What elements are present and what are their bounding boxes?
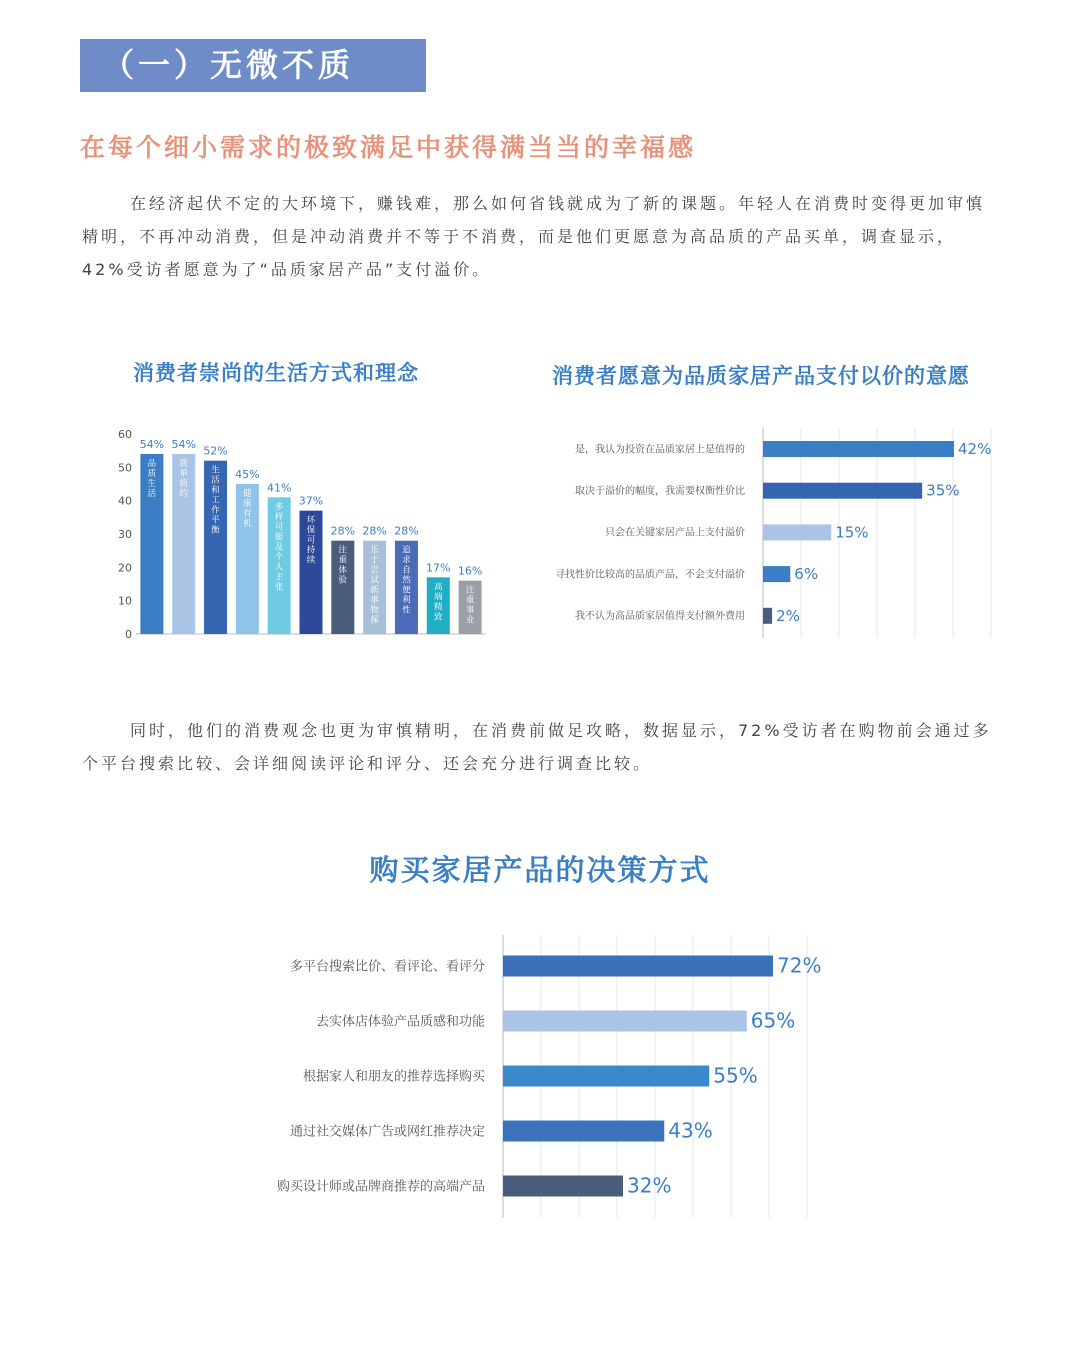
value-label: 28%: [362, 524, 387, 538]
category-label: 去实体店体验产品质感和功能: [315, 1014, 485, 1030]
y-tick-label: 50: [118, 461, 132, 475]
value-label: 52%: [203, 444, 228, 458]
value-label: 43%: [668, 1118, 713, 1143]
bar: [763, 566, 790, 582]
value-label: 41%: [266, 481, 292, 495]
premium-willingness-chart-title: 消费者愿意为品质家居产品支付以价的意愿: [552, 364, 970, 388]
value-label: 2%: [776, 606, 800, 625]
decision-bar-chart: [200, 935, 860, 1220]
category-label: 取决于溢价的幅度，我需要权衡性价比: [575, 486, 745, 498]
category-label: 多平台搜索比价、看评论、看评分: [289, 959, 485, 975]
y-tick-label: 20: [118, 561, 132, 575]
value-label: 15%: [835, 523, 869, 542]
value-label: 16%: [457, 564, 483, 578]
section-tag: （一）无微不质: [80, 39, 426, 92]
lifestyle-bar-chart: [100, 420, 500, 645]
value-label: 6%: [794, 565, 819, 584]
category-label: 根据家人和朋友的推荐选择购买: [302, 1069, 485, 1085]
bar: [503, 1121, 664, 1142]
bar: [763, 608, 772, 624]
category-label: 乐于尝试新事物探: [370, 545, 379, 626]
subtitle: 在每个细小需求的极致满足中获得满当当的幸福感: [80, 133, 697, 162]
bar: [503, 1011, 747, 1032]
category-label: 简单简约: [179, 459, 188, 499]
bar: [763, 524, 831, 540]
value-label: 17%: [426, 561, 451, 575]
bar: [763, 441, 954, 457]
y-tick-label: 10: [118, 594, 132, 608]
category-label: 通过社交媒体广告或网红推荐决定: [289, 1124, 485, 1140]
value-label: 32%: [627, 1173, 672, 1198]
category-label: 环保可持续: [306, 515, 316, 566]
value-label: 37%: [298, 494, 324, 508]
bar: [503, 956, 773, 977]
y-tick-label: 60: [118, 428, 132, 441]
intro-paragraph: 在经济起伏不定的大环境下，赚钱难，那么如何省钱就成为了新的课题。年轻人在消费时变得更加审慎精明，不再冲动消费，但是冲动消费并不等于不消费，而是他们更愿意为高品质的产品买单，调查显示，42%受访者愿意为了“品质家居产品”支付溢价。: [82, 194, 986, 279]
bar: [763, 483, 922, 499]
second-paragraph: 同时，他们的消费观念也更为审慎精明，在消费前做足攻略，数据显示，72%受访者在购物前会通过多个平台搜索比较、会详细阅读评论和评分、还会充分进行调查比较。: [82, 721, 992, 773]
category-label: 购买设计师或品牌商推荐的高端产品: [276, 1179, 485, 1195]
bar: [503, 1066, 709, 1087]
value-label: 54%: [171, 438, 196, 451]
y-tick-label: 30: [118, 528, 132, 541]
category-label: 只会在关键家居产品上支付溢价: [605, 527, 745, 539]
category-label: 追求自然便利性: [402, 545, 411, 616]
category-label: 生活和工作平衡: [211, 465, 220, 536]
value-label: 28%: [330, 524, 356, 538]
lifestyle-chart-title: 消费者崇尚的生活方式和理念: [133, 361, 419, 385]
category-label: 我不认为高品质家居值得支付额外费用: [575, 611, 745, 623]
value-label: 55%: [713, 1063, 758, 1088]
value-label: 54%: [139, 438, 165, 451]
bar: [503, 1176, 623, 1197]
value-label: 42%: [958, 440, 992, 458]
decision-chart-title: 购买家居产品的决策方式: [369, 853, 711, 887]
value-label: 72%: [777, 953, 822, 978]
category-label: 健康有机: [243, 489, 252, 529]
y-tick-label: 40: [118, 494, 132, 508]
value-label: 35%: [926, 481, 960, 500]
category-label: 注重事业: [465, 585, 475, 626]
category-label: 多样可能及个人主张: [274, 502, 284, 593]
category-label: 品质生活: [147, 459, 157, 499]
premium-willingness-bar-chart: [520, 428, 1020, 638]
value-label: 65%: [750, 1008, 796, 1033]
value-label: 28%: [394, 524, 419, 538]
category-label: 高端精致: [434, 582, 443, 623]
y-tick-label: 0: [125, 628, 132, 641]
category-label: 寻找性价比较高的品质产品，不会支付溢价: [555, 569, 745, 581]
category-label: 是，我认为投资在品质家居上是值得的: [575, 444, 745, 456]
value-label: 45%: [235, 468, 260, 481]
category-label: 注重体验: [338, 545, 348, 586]
